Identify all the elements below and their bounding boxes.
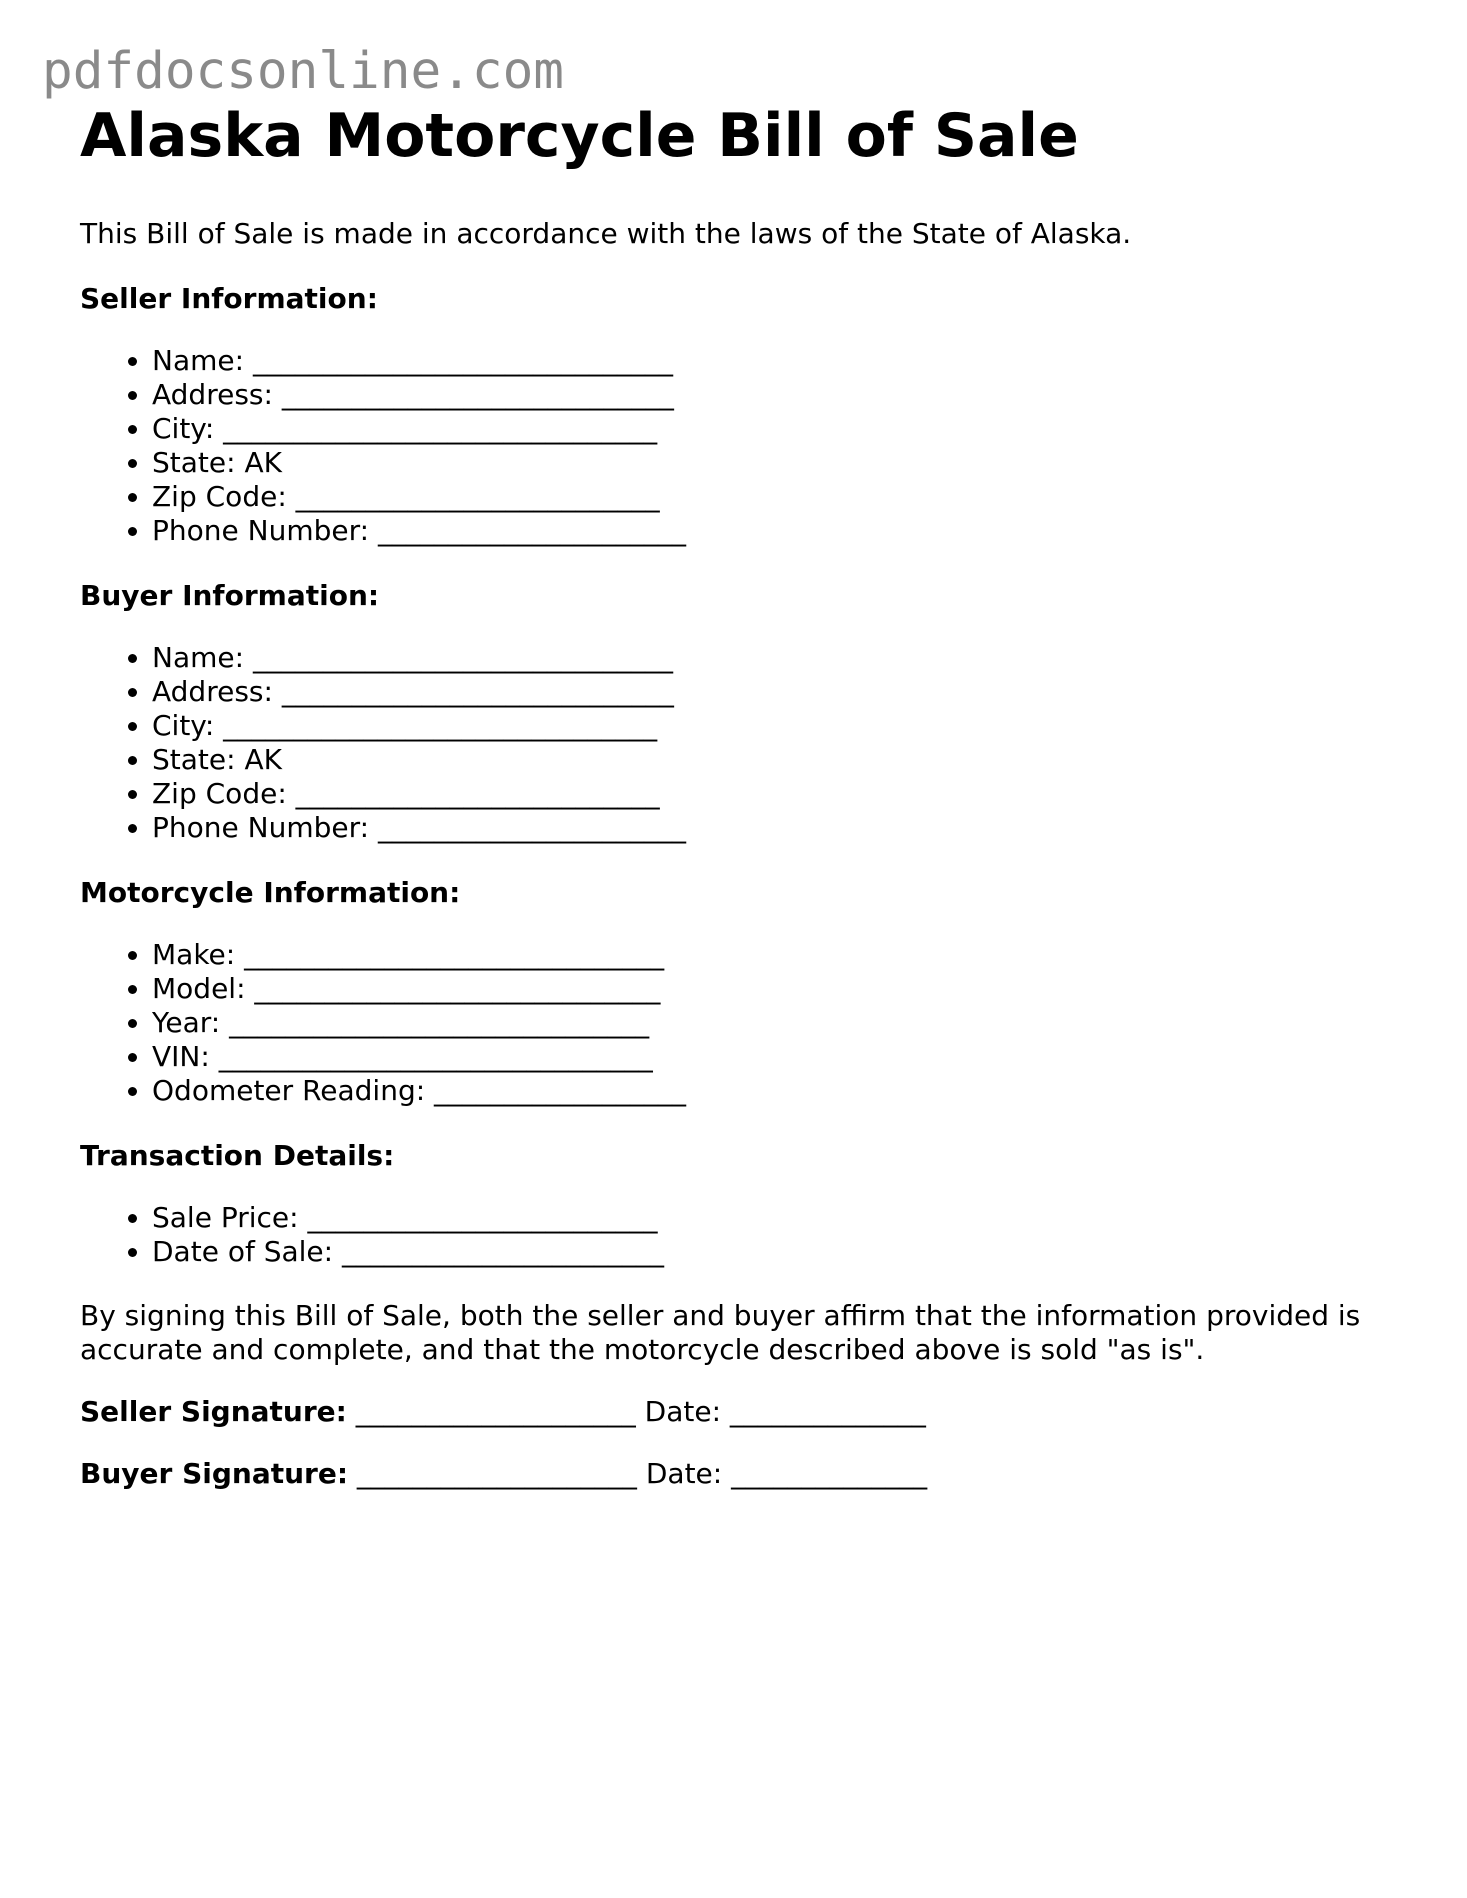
seller-zip-field: • Zip Code: __________________________ [152,480,1400,514]
buyer-state-field: • State: AK [152,743,1400,777]
motorcycle-heading: Motorcycle Information: [80,876,461,909]
sale-price-field: • Sale Price: _________________________ [152,1201,1400,1235]
seller-phone-field: • Phone Number: ______________________ [152,514,1400,548]
closing-paragraph: By signing this Bill of Sale, both the seller and buyer affirm that the information provided is accurate and complete, and that the motorcycle described above is sold "as is". [80,1299,1361,1366]
seller-name-field: • Name: ______________________________ [152,344,1400,378]
buyer-address-field: • Address: ____________________________ [152,675,1400,709]
sale-date-field: • Date of Sale: _______________________ [152,1235,1400,1269]
buyer-list [80,641,1400,845]
buyer-name-field: • Name: ______________________________ [152,641,1400,675]
motorcycle-make-field: • Make: ______________________________ [152,938,1400,972]
transaction-heading: Transaction Details: [80,1139,395,1172]
buyer-heading: Buyer Information: [80,579,380,612]
buyer-signature-row [80,1457,1400,1491]
buyer-signature-date: Date: ______________ [645,1457,928,1490]
seller-heading: Seller Information: [80,282,378,315]
motorcycle-vin-field: • VIN: _______________________________ [152,1040,1400,1074]
seller-signature-label: Seller Signature: [80,1395,347,1428]
seller-list [80,344,1400,548]
seller-signature-line: ____________________ [346,1395,645,1428]
buyer-phone-field: • Phone Number: ______________________ [152,811,1400,845]
intro-paragraph: This Bill of Sale is made in accordance with the laws of the State of Alaska. [80,217,1132,250]
motorcycle-year-field: • Year: ______________________________ [152,1006,1400,1040]
seller-signature-date: Date: ______________ [644,1395,926,1428]
buyer-signature-line: ____________________ [348,1457,646,1490]
motorcycle-odometer-field: • Odometer Reading: __________________ [152,1074,1400,1108]
seller-address-field: • Address: ____________________________ [152,378,1400,412]
buyer-signature-label: Buyer Signature: [80,1457,349,1490]
seller-city-field: • City: _______________________________ [152,412,1400,446]
motorcycle-list [80,938,1400,1108]
transaction-list [80,1201,1400,1269]
motorcycle-model-field: • Model: _____________________________ [152,972,1400,1006]
document-title: Alaska Motorcycle Bill of Sale [80,101,1079,171]
seller-state-field: • State: AK [152,446,1400,480]
watermark-text: pdfdocsonline.com [42,42,564,101]
document-page [80,100,1400,1491]
buyer-zip-field: • Zip Code: __________________________ [152,777,1400,811]
seller-signature-row [80,1395,1400,1429]
buyer-city-field: • City: _______________________________ [152,709,1400,743]
